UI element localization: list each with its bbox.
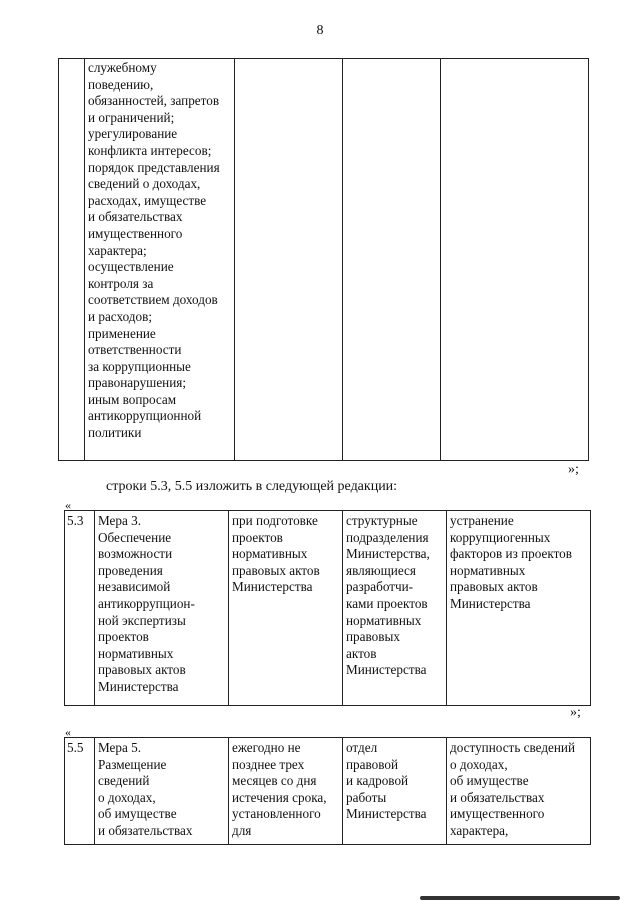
cell-responsible: структурные подразделения Министерства, являющиеся разработчи- ками проектов нормативных правовых актов Министерства bbox=[343, 511, 447, 706]
cell-result: доступность сведений о доходах, об имуществе и обязательствах имущественного характера, bbox=[447, 738, 591, 845]
cell-measure: Мера 5. Размещение сведений о доходах, об имуществе и обязательствах bbox=[95, 738, 229, 845]
opening-quote: « bbox=[65, 498, 71, 512]
cell-timing: ежегодно не позднее трех месяцев со дня истечения срока, установленного для bbox=[229, 738, 343, 845]
cell-timing bbox=[235, 59, 343, 461]
table-row bbox=[59, 59, 589, 461]
row-number: 5.3 bbox=[65, 511, 95, 706]
closing-quote: »; bbox=[568, 462, 579, 477]
cell-measure: Мера 3. Обеспечение возможности проведения независимой антикоррупцион- ной экспертизы проектов нормативных правовых актов Министерства bbox=[95, 511, 229, 706]
opening-quote: « bbox=[65, 725, 71, 739]
cell-result bbox=[441, 59, 589, 461]
instruction-text: строки 5.3, 5.5 изложить в следующей редакции: bbox=[106, 479, 398, 494]
cell-responsible: отдел правовой и кадровой работы Министерства bbox=[343, 738, 447, 845]
cell-number bbox=[59, 59, 85, 461]
page-number: 8 bbox=[316, 23, 324, 38]
cell-result: устранение коррупциогенных факторов из проектов нормативных правовых актов Министерства bbox=[447, 511, 591, 706]
row-number: 5.5 bbox=[65, 738, 95, 845]
cell-measure: служебному поведению, обязанностей, запретов и ограничений; урегулирование конфликта интересов; порядок представления сведений о доходах, расходах, имуществе и обязательствах имущественного характера; осуществление контроля за соответствием доходов и расходов; применение ответственности за коррупционные правонарушения; иным вопросам антикоррупционной политики bbox=[85, 59, 235, 461]
plan-table-row-5-5 bbox=[64, 737, 591, 845]
plan-table-continuation bbox=[58, 58, 589, 461]
cell-timing: при подготовке проектов нормативных правовых актов Министерства bbox=[229, 511, 343, 706]
table-row bbox=[65, 511, 591, 706]
scan-artifact-line bbox=[420, 896, 620, 900]
table-row bbox=[65, 738, 591, 845]
cell-responsible bbox=[343, 59, 441, 461]
closing-quote: »; bbox=[570, 705, 581, 720]
plan-table-row-5-3 bbox=[64, 510, 591, 706]
